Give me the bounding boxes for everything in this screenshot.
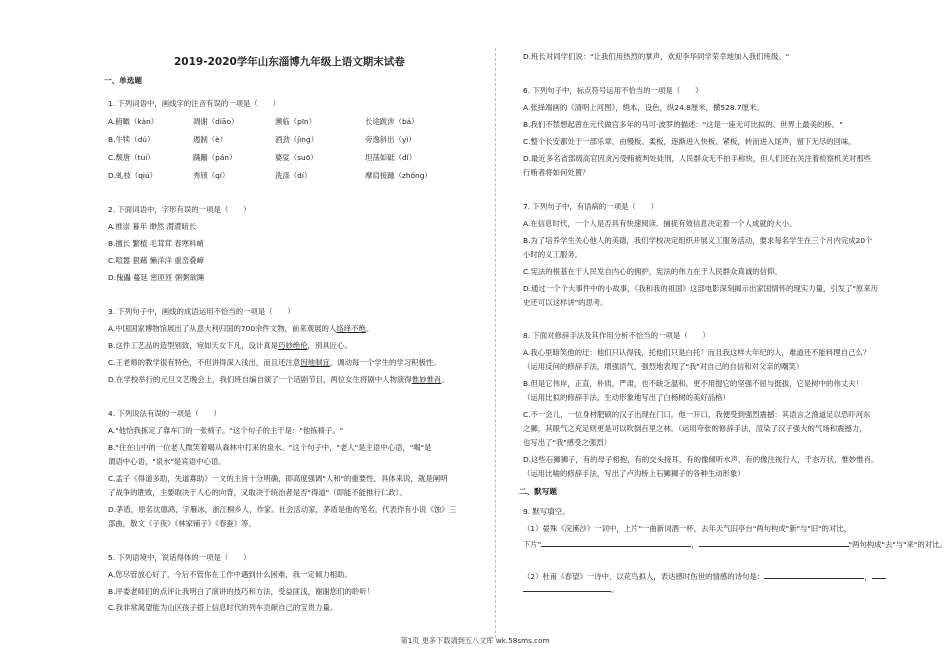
page-footer: 第1页 更多下载请到五八文库 wk.58sms.com [400, 636, 550, 645]
q1-c-word-3: 婆娑（suō） [275, 153, 318, 162]
question-9-part-2-line-2: 。 [523, 583, 618, 595]
q3-b-underlined: 巧妙绝伦 [278, 341, 308, 350]
q3-b-text: B.这件工艺品的造型别致，宛如天女下凡，设计真是 [108, 341, 279, 350]
question-9-part-1-line-2 [523, 538, 947, 550]
question-7-option-b[interactable]: B.为了培养学生关心他人的美德，我们学校决定组织开展义工服务活动，要求每名学生在三个月内完成20个 [523, 236, 873, 245]
q3-d-end: 。 [441, 375, 449, 384]
question-2-option-c[interactable]: C.喧嚣 狠藉 懒洋洋 重峦叠嶂 [108, 256, 204, 265]
question-7-option-a[interactable]: A.在信息时代，一个人是否具有快速阅读、捕捉有效信息决定着一个人成就的大小。 [523, 219, 797, 228]
question-2-option-d[interactable]: D.傀儡 蔓延 密匝匝 粥粥欲睡 [108, 273, 205, 282]
q1-a-word-1: A.俯瞰（kàn） [108, 117, 159, 126]
question-6-option-b[interactable]: B.我们不禁想起曾在元代做官多年的马可·波罗的描述："这是一座无可比拟的、世界上最美的桥。" [523, 120, 843, 129]
question-4-option-c-cont: 了战争的胜败，主要取决于人心的向背，又取决于统治者是否"得道"（即能不能推行仁政）。 [108, 488, 407, 497]
question-3-option-d[interactable] [108, 375, 449, 385]
section-heading-single-choice: 一、单选题 [104, 76, 142, 85]
question-8-option-c[interactable]: C.不一会儿，一位身材肥硕的汉子出现在门口。他一开口，我便受到强烈震撼：其语言之渔道足以恐吓河东 [523, 410, 871, 419]
q1-b-word-2: 遏制（è） [193, 135, 228, 144]
answer-blank-4[interactable] [872, 570, 886, 579]
question-2-stem: 2. 下面词语中，字形有误的一项是（ ） [108, 205, 251, 214]
column-divider [495, 48, 496, 638]
question-2-option-a[interactable]: A.推崇 暮年 缈然 潸潸暗长 [108, 222, 197, 231]
answer-blank-1[interactable] [541, 538, 691, 547]
question-6-option-c[interactable]: C.整个长安都处于一部乐章，由慢板、柔板，逐渐进入快板、紧板，转而进入尾声，留下无尽的回味。 [523, 137, 856, 146]
question-5-option-a[interactable]: A.您尽管放心好了，今后不管你在工作中遇到什么困难，我一定倾力相助。 [108, 570, 352, 579]
question-5-option-c[interactable]: C.我非常渴望能为山区孩子搭上信息时代的列车贡献自己的宝贵力量。 [108, 603, 338, 612]
question-4-stem: 4. 下列说法有误的一项是（ ） [108, 409, 221, 418]
question-8-option-b[interactable]: B.但是它伟岸，正直，朴质，严肃，也不缺乏温和，更不用提它的坚强不屈与挺拔，它是树中的伟丈夫！ [523, 379, 864, 388]
q3-a-end: 。 [365, 324, 374, 333]
question-4-option-a[interactable]: A."他恰我拣定了靠车门的一张椅子。"这个句子的主干是："他拣椅子。" [108, 426, 344, 435]
q3-d-text: D.在学校举行的元旦文艺晚会上，我们班自编自演了一个话剧节目，两位女生将剧中人物演得 [108, 375, 412, 384]
question-9-part-2: （2）杜甫《春望》一诗中，以花鸟拟人，表达感时伤世的情感的诗句是： ， [523, 570, 886, 582]
q3-c-text: C.王老师的教学很有特色，不但讲得深入浅出，而且还注意 [108, 358, 301, 367]
q1-b-word-3: 酒劲（jìng） [275, 135, 319, 144]
question-9-stem: 9. 默写填空。 [523, 507, 570, 516]
q1-a-word-4: 长途跋涉（bá） [365, 117, 419, 126]
q1-d-word-4: 摩肩接踵（zhǒng） [365, 171, 432, 180]
question-2-option-b[interactable]: B.擅长 繁植 毛茸茸 春寒料峭 [108, 239, 204, 248]
question-8-option-b-cont: （运用比拟的修辞手法，生动形象地写出了白杨树的美好品格） [523, 393, 730, 402]
question-8-option-d[interactable]: D.这些石狮狮子，有的母子相抱，有的交头接耳，有的像倾听水声，有的像注视行人，千态万状，惟妙惟肖。 [523, 455, 879, 464]
question-5-stem: 5. 下列语境中，说话得体的一项是（ ） [108, 553, 251, 562]
question-6-option-d-cont: 行贿者将如何处置？ [523, 168, 590, 177]
question-4-option-b[interactable]: B."住在山中的一位老人微笑着喝从森林中打来的泉水。"这个句子中，"老人"是主语中心语，"喝"是 [108, 443, 432, 452]
question-8-option-a[interactable]: A.我心里暗笑他的迂：他们只认得钱，托他们只是白托！而且我这样大年纪的人，难道还不能料理自己么？ [523, 348, 871, 357]
question-3-option-a[interactable] [108, 324, 373, 334]
question-7-option-b-cont: 小时的义工服务。 [523, 250, 583, 259]
q1-a-word-2: 凋谢（diāo） [193, 117, 239, 126]
question-6-option-d[interactable]: D.最近多名省部级高官因贪污受贿被判处徒刑，人民群众无不拍手称快，但人们还在关注着检察机关对那些 [523, 154, 872, 163]
q3-c-underlined: 因地制宜 [300, 358, 330, 367]
question-3-option-c[interactable] [108, 358, 441, 368]
q3-c-end: ，调动每一个学生的学习积极性。 [329, 358, 441, 367]
question-3-stem: 3. 下列句子中，画线的成语运用不恰当的一项是（ ） [108, 307, 295, 316]
question-7-option-d-cont: 史还可以这样讲"的思考。 [523, 298, 608, 307]
question-4-option-d-cont: 部曲，散文《子夜》《林家铺子》《春蚕》等。 [108, 519, 256, 528]
answer-blank-2[interactable] [699, 538, 849, 547]
q9-p1-suffix: "两句构成"去"与"来"的对比。 [848, 540, 947, 549]
q1-b-word-4: 旁逸斜出（yì） [365, 135, 416, 144]
question-5-option-b[interactable]: B.评委老师们的点评让我明白了演讲的技巧和方法，受益匪浅，谢谢您们的聆听！ [108, 587, 375, 596]
question-8-option-a-cont: （运用反问的修辞手法，增强语气，强烈地表现了"我"对自己的自信和对父亲的嘲笑） [523, 362, 804, 371]
question-4-option-c[interactable]: C.孟子《得道多助，失道寡助》一文的主旨十分明确，即高度强调"人和"的重要性，具体来说，就是阐明 [108, 474, 448, 483]
q3-a-text: A.中国国家博物馆展出了从意大利归国的700余件文物，前来观展的人 [108, 324, 337, 333]
q1-b-word-1: B.牛犊（dú） [108, 135, 155, 144]
q3-b-end: ，别具匠心。 [307, 341, 352, 350]
q1-d-word-3: 洗涤（dí） [275, 171, 312, 180]
answer-blank-3[interactable] [764, 570, 864, 579]
question-4-option-b-cont: 谓语中心语，"泉水"是宾语中心语。 [108, 457, 226, 466]
page-title: 2019-2020学年山东淄博九年级上语文期末试卷 [174, 56, 405, 68]
question-6-stem: 6. 下列句子中，标点符号运用不恰当的一项是（ ） [523, 86, 703, 95]
question-8-option-c-cont-1: 之狮，其眼气之充足则更是可以吹倒百里之林。（运用夸张的修辞手法，渲染了汉子强大的气场和震撼力， [523, 424, 867, 433]
q1-d-word-1: D.虬枝（qiú） [108, 171, 158, 180]
q1-c-word-2: 蹒跚（pán） [193, 153, 237, 162]
question-5-option-d[interactable]: D.班长对同学们说："让我们用热烈的掌声，欢迎李华同学荣幸地加入我们班级。" [523, 52, 790, 61]
question-7-option-d[interactable]: D.通过一个个大事件中的小故事，《我和我的祖国》这部电影深刻揭示出家国情怀的现实力量，引发了"原来历 [523, 284, 879, 293]
question-6-option-a[interactable]: A.张择端画的《清明上河图》，绢本，设色，纵24.8厘米，横528.7厘米。 [523, 103, 764, 112]
q9-p1-comma: ， [691, 540, 699, 549]
q9-p1-prefix: 下片" [523, 540, 542, 549]
question-8-option-c-cont-2: 也写出了"我"感受之强烈） [523, 438, 612, 447]
question-3-option-b[interactable] [108, 341, 352, 351]
question-7-stem: 7. 下列句子中，有语病的一项是（ ） [523, 202, 659, 211]
section-heading-dictation: 二、默写题 [519, 487, 557, 496]
q1-a-word-3: 濒临（pīn） [275, 117, 316, 126]
question-9-part-1: （1）晏殊《浣溪沙》一词中，上片"一曲新词酒一杯，去年天气旧亭台"两句构成"新"与"旧"的对比， [523, 524, 852, 533]
question-8-stem: 8. 下面对修辞手法及其作用分析不恰当的一项是（ ） [523, 331, 710, 340]
q1-d-word-2: 秀颀（qí） [193, 171, 230, 180]
question-8-option-d-cont: （运用比喻的修辞手法，写出了卢沟桥上石狮狮子的各种生动形象） [523, 469, 745, 478]
q1-c-word-4: 坦荡如砥（dǐ） [365, 153, 417, 162]
q9-p2-text: （2）杜甫《春望》一诗中，以花鸟拟人，表达感时伤世的情感的诗句是： [523, 572, 765, 581]
q1-c-word-1: C.颓唐（tuí） [108, 153, 155, 162]
question-4-option-d[interactable]: D.茅盾，原名沈德鸿，字雁冰，浙江桐乡人，作家、社会活动家，茅盾是他的笔名。代表作有小说《蚀》三 [108, 505, 457, 514]
answer-blank-5[interactable] [523, 583, 611, 592]
question-7-option-c[interactable]: C.宪法的根基在于人民发自内心的拥护，宪法的伟力在于人民群众真诚的信仰。 [523, 267, 782, 276]
q3-a-underlined: 络绎不绝 [336, 324, 366, 333]
question-1-stem: 1. 下列词语中，画线字的注音有误的一项是（ ） [108, 99, 280, 108]
q3-d-underlined: 惟妙惟肖 [411, 375, 442, 384]
